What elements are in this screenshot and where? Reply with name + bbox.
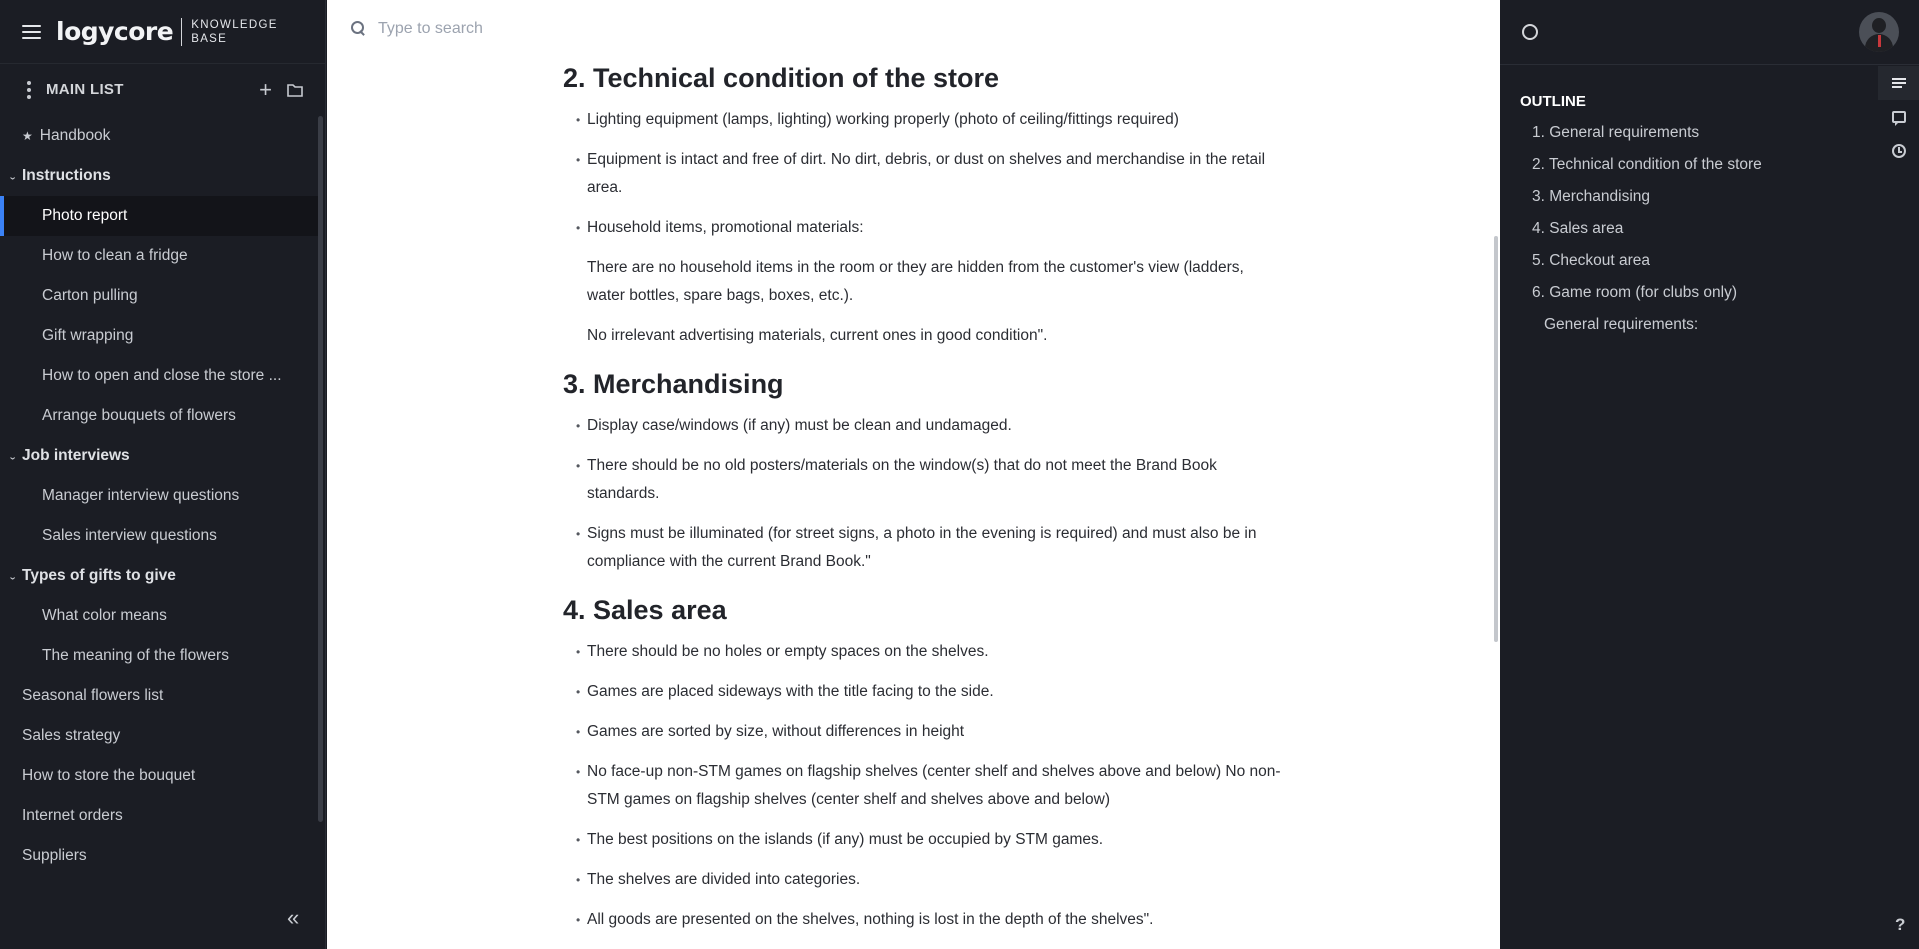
plus-icon[interactable]: +	[259, 76, 272, 102]
main-list-title[interactable]: MAIN LIST	[46, 81, 124, 98]
main-content	[327, 0, 1500, 949]
logo[interactable]: logycore	[56, 17, 174, 46]
list-item: • The shelves are divided into categories.	[563, 866, 1283, 894]
sidebar-item-label: How to open and close the store ...	[42, 367, 282, 384]
outline-item[interactable]: 1. General requirements	[1532, 124, 1700, 141]
history-icon[interactable]	[1878, 134, 1919, 168]
sidebar-scrollbar[interactable]	[318, 116, 323, 822]
brand-header	[0, 0, 325, 63]
kebab-icon[interactable]	[27, 81, 31, 99]
sidebar-section-types-of-gifts[interactable]	[0, 556, 318, 596]
sidebar-item-label: How to store the bouquet	[22, 767, 196, 784]
folder-icon[interactable]	[287, 83, 303, 97]
sidebar-item-internet-orders[interactable]	[0, 796, 318, 836]
list-item: • There should be no holes or empty spaces on the shelves.	[563, 638, 1283, 666]
sidebar-item-label: Manager interview questions	[42, 487, 240, 504]
chevron-down-icon: ⌄	[8, 451, 18, 462]
sidebar-item-label: Seasonal flowers list	[22, 687, 164, 704]
sidebar-section-instructions[interactable]	[0, 156, 318, 196]
hamburger-icon[interactable]	[22, 25, 41, 39]
sidebar-item-gift-wrapping[interactable]	[0, 316, 318, 356]
sidebar-item-label: Carton pulling	[42, 287, 138, 304]
sidebar-item-clean-fridge[interactable]	[0, 236, 318, 276]
comment-icon[interactable]	[1878, 100, 1919, 134]
logo-subtitle: KNOWLEDGE BASE	[191, 18, 278, 45]
list-item: • There should be no old posters/materials on the window(s) that do not meet the Brand Book standards.	[563, 452, 1283, 508]
sidebar-item-label: The meaning of the flowers	[42, 647, 229, 664]
sidebar-item-label: Suppliers	[22, 847, 87, 864]
sidebar-item-sales-questions[interactable]	[0, 516, 318, 556]
sidebar-item-label: Instructions	[22, 167, 111, 184]
section-heading: 4. Sales area	[563, 595, 727, 625]
search-bar	[351, 20, 778, 38]
chevron-down-icon: ⌄	[8, 171, 18, 182]
sidebar-item-handbook[interactable]	[0, 116, 318, 156]
sidebar-item-arrange-bouquets[interactable]	[0, 396, 318, 436]
chevron-down-icon: ⌄	[8, 571, 18, 582]
right-panel	[1500, 0, 1919, 949]
sidebar-item-meaning-flowers[interactable]	[0, 636, 318, 676]
list-item: • Lighting equipment (lamps, lighting) working properly (photo of ceiling/fittings required)	[563, 106, 1283, 134]
sidebar-section-job-interviews[interactable]	[0, 436, 318, 476]
collapse-icon[interactable]: «	[287, 905, 300, 930]
list-item: • No face-up non-STM games on flagship shelves (center shelf and shelves above and below) No non-STM games on flagship shelves (center shelf and shelves above and below)	[563, 758, 1283, 814]
sidebar-item-photo-report[interactable]	[0, 196, 318, 236]
outline-title: OUTLINE	[1520, 93, 1586, 110]
paragraph: No irrelevant advertising materials, current ones in good condition".	[587, 327, 1048, 344]
logo-divider	[181, 18, 182, 46]
sidebar-item-manager-questions[interactable]	[0, 476, 318, 516]
document	[563, 56, 1283, 946]
sidebar-item-open-close-store[interactable]	[0, 356, 318, 396]
main-list-header	[0, 63, 325, 115]
list-item: • Household items, promotional materials:	[563, 214, 1283, 242]
outline-item[interactable]: 6. Game room (for clubs only)	[1532, 284, 1738, 301]
outline-icon[interactable]	[1878, 66, 1919, 100]
list-item: • Display case/windows (if any) must be clean and undamaged.	[563, 412, 1283, 440]
bullet-list	[563, 412, 1283, 576]
sidebar-item-label: Types of gifts to give	[22, 567, 176, 584]
list-item: • Games are sorted by size, without differences in height	[563, 718, 1283, 746]
sidebar-item-label: Handbook	[39, 127, 111, 144]
outline-item[interactable]: 5. Checkout area	[1532, 252, 1651, 269]
avatar[interactable]	[1859, 12, 1899, 52]
sidebar-item-label: Internet orders	[22, 807, 123, 824]
bullet-list	[563, 638, 1283, 934]
sidebar-item-label: Photo report	[42, 207, 128, 224]
sidebar-item-store-bouquet[interactable]	[0, 756, 318, 796]
outline-item[interactable]: 2. Technical condition of the store	[1532, 156, 1762, 173]
right-icon-bar	[1878, 66, 1919, 949]
bullet-list	[563, 106, 1283, 242]
circle-icon[interactable]	[1522, 24, 1538, 40]
outline-subitem[interactable]: General requirements:	[1544, 316, 1699, 333]
search-input[interactable]	[378, 20, 778, 38]
sidebar-item-suppliers[interactable]	[0, 836, 318, 876]
content-scrollbar[interactable]	[1494, 236, 1498, 642]
sidebar	[0, 0, 326, 949]
section-heading: 3. Merchandising	[563, 369, 784, 399]
sidebar-item-carton-pulling[interactable]	[0, 276, 318, 316]
list-item: • All goods are presented on the shelves, nothing is lost in the depth of the shelves".	[563, 906, 1283, 934]
outline-item[interactable]: 4. Sales area	[1532, 220, 1624, 237]
list-item: • Signs must be illuminated (for street signs, a photo in the evening is required) and must also be in compliance with the current Brand Book."	[563, 520, 1283, 576]
sidebar-nav	[0, 116, 318, 876]
search-icon	[351, 21, 367, 37]
help-icon[interactable]: ?	[1895, 915, 1906, 934]
sidebar-item-label: How to clean a fridge	[42, 247, 188, 264]
list-item: • The best positions on the islands (if any) must be occupied by STM games.	[563, 826, 1283, 854]
sidebar-item-what-color-means[interactable]	[0, 596, 318, 636]
sidebar-item-sales-strategy[interactable]	[0, 716, 318, 756]
outline-item[interactable]: 3. Merchandising	[1532, 188, 1651, 205]
sidebar-item-seasonal-flowers[interactable]	[0, 676, 318, 716]
paragraph: There are no household items in the room or they are hidden from the customer's view (ladders, water bottles, spare bags, boxes, etc.).	[587, 259, 1244, 304]
sidebar-item-label: What color means	[42, 607, 167, 624]
outline-panel	[1500, 66, 1880, 341]
list-item: • Games are placed sideways with the title facing to the side.	[563, 678, 1283, 706]
sidebar-item-label: Arrange bouquets of flowers	[42, 407, 236, 424]
star-icon: ★	[22, 129, 33, 143]
sidebar-item-label: Sales strategy	[22, 727, 121, 744]
section-heading: 2. Technical condition of the store	[563, 63, 1000, 93]
sidebar-item-label: Gift wrapping	[42, 327, 134, 344]
sidebar-item-label: Sales interview questions	[42, 527, 217, 544]
sidebar-item-label: Job interviews	[22, 447, 130, 464]
right-panel-header	[1500, 0, 1919, 65]
list-item: • Equipment is intact and free of dirt. No dirt, debris, or dust on shelves and merchandise in the retail area.	[563, 146, 1283, 202]
